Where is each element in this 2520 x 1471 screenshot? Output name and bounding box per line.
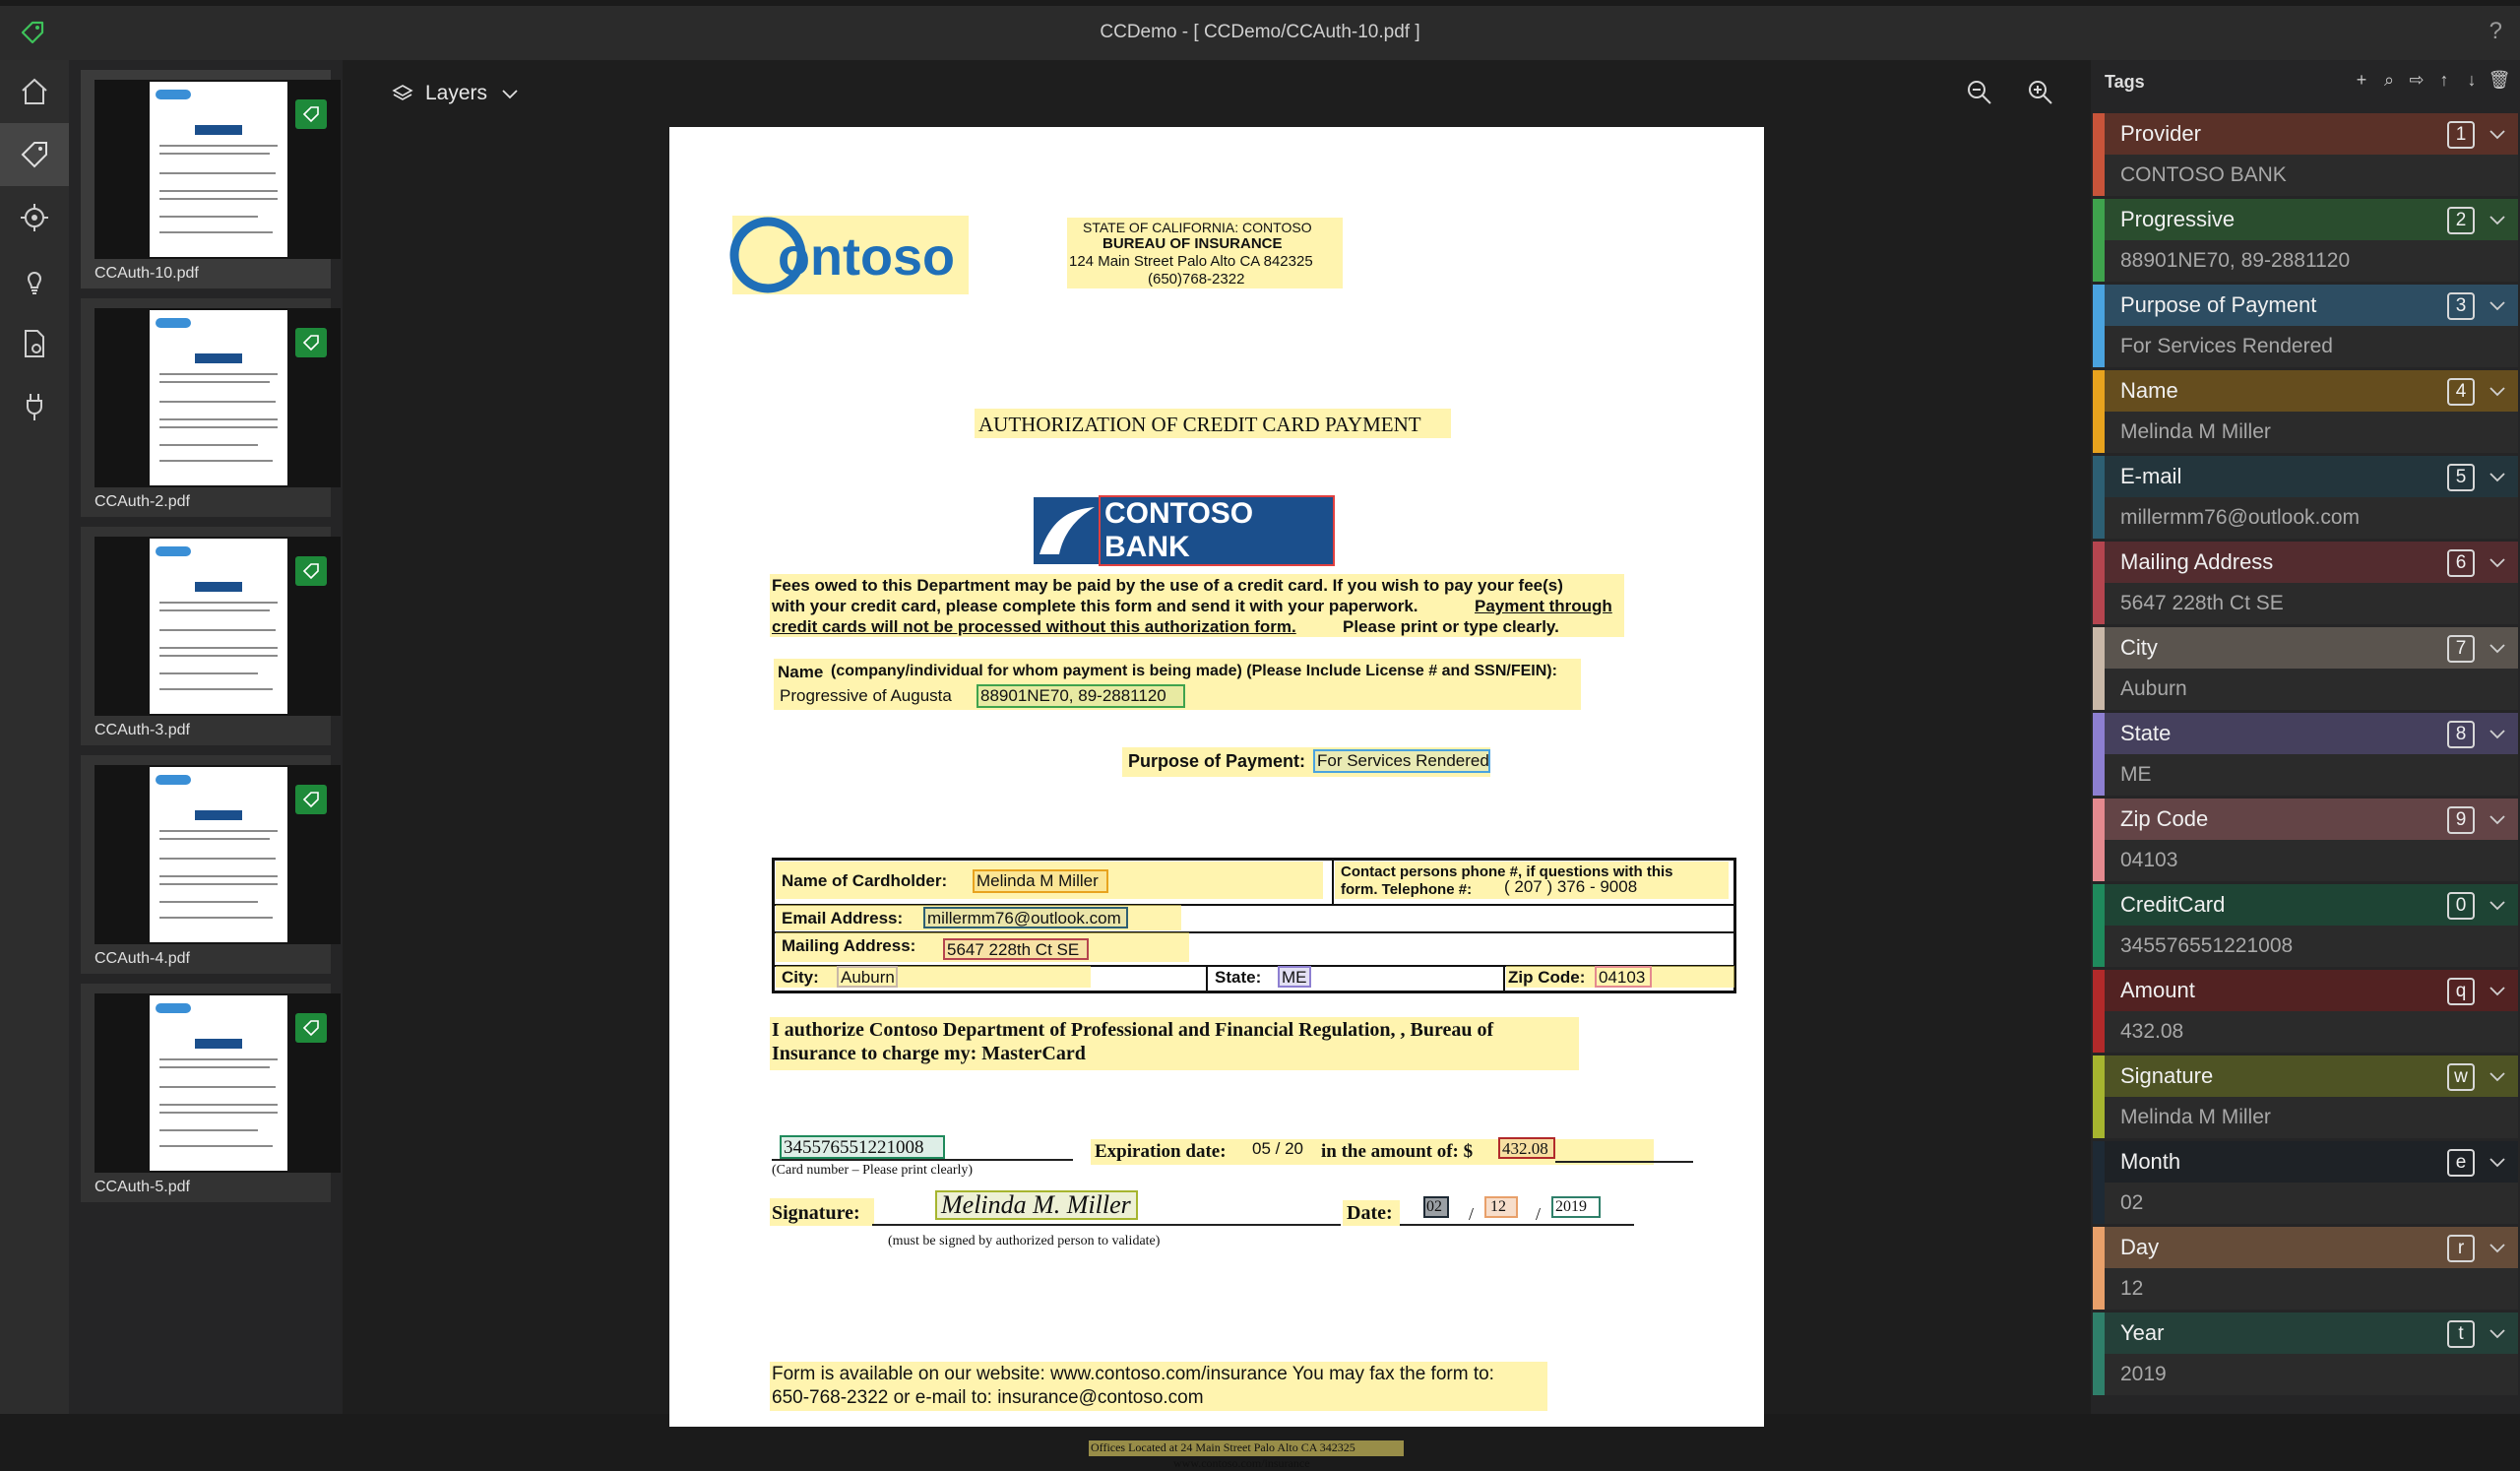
tag-name[interactable]: Day bbox=[2105, 1227, 2518, 1268]
thumbnail-ccauth-4[interactable] bbox=[81, 755, 331, 974]
card-number-value[interactable]: 345576551221008 bbox=[784, 1137, 924, 1158]
tag-name[interactable]: City bbox=[2105, 627, 2518, 669]
tag-item[interactable] bbox=[2093, 285, 2518, 367]
nav-tag-button[interactable] bbox=[0, 123, 69, 186]
lightbulb-icon bbox=[18, 264, 51, 297]
tag-color-swatch bbox=[2093, 1141, 2105, 1224]
address-line: 124 Main Street Palo Alto CA 842325 bbox=[1069, 253, 1313, 270]
tag-name[interactable]: Progressive bbox=[2105, 199, 2518, 240]
tag-hotkey-badge: 5 bbox=[2447, 464, 2475, 491]
footer-line-2: www.contoso.com/insurance bbox=[1173, 1456, 1310, 1470]
chevron-down-icon[interactable] bbox=[2487, 209, 2508, 230]
tag-color-swatch bbox=[2093, 1227, 2105, 1310]
thumbnail-page bbox=[150, 995, 287, 1171]
fees-line-3b: Please print or type clearly. bbox=[1343, 617, 1559, 636]
chevron-down-icon[interactable] bbox=[2487, 1322, 2508, 1344]
expiration-value: 05 / 20 bbox=[1252, 1139, 1303, 1158]
name-ids-value[interactable]: 88901NE70, 89-2881120 bbox=[980, 686, 1166, 705]
nav-settings-button[interactable] bbox=[0, 312, 69, 375]
thumbnail-frame bbox=[94, 765, 341, 944]
tag-hotkey-badge: 6 bbox=[2447, 549, 2475, 577]
tag-color-swatch bbox=[2093, 1312, 2105, 1395]
mail-label: Mailing Address: bbox=[782, 936, 916, 955]
lock-tag-icon[interactable]: ⇨ bbox=[2409, 69, 2425, 90]
tags-toolbar bbox=[2353, 69, 2511, 90]
tag-item[interactable] bbox=[2093, 456, 2518, 539]
tagged-badge-icon bbox=[295, 785, 327, 814]
tag-color-swatch bbox=[2093, 799, 2105, 881]
tag-item[interactable] bbox=[2093, 113, 2518, 196]
tag-value: Auburn bbox=[2105, 669, 2518, 710]
move-up-icon[interactable]: ↑ bbox=[2439, 69, 2449, 90]
tag-name[interactable]: Purpose of Payment bbox=[2105, 285, 2518, 326]
thumbnail-filename: CCAuth-4.pdf bbox=[94, 950, 190, 967]
authorize-line-2: Insurance to charge my: MasterCard bbox=[772, 1043, 1086, 1064]
tagged-badge-icon bbox=[295, 99, 327, 129]
window-title: CCDemo - [ CCDemo/CCAuth-10.pdf ] bbox=[1100, 22, 1420, 42]
chevron-down-icon[interactable] bbox=[2487, 123, 2508, 145]
signature-value[interactable]: Melinda M. Miller bbox=[941, 1190, 1131, 1219]
layers-label: Layers bbox=[425, 82, 488, 104]
cardholder-value[interactable]: Melinda M Miller bbox=[976, 871, 1099, 890]
chevron-down-icon[interactable] bbox=[2487, 380, 2508, 402]
chevron-down-icon[interactable] bbox=[2487, 551, 2508, 573]
nav-predict-button[interactable] bbox=[0, 249, 69, 312]
thumbnail-page bbox=[150, 767, 287, 942]
tag-name[interactable]: Provider bbox=[2105, 113, 2518, 155]
tag-hotkey-badge: 3 bbox=[2447, 292, 2475, 320]
thumbnail-pane bbox=[69, 60, 343, 1414]
thumbnail-ccauth-5[interactable] bbox=[81, 984, 331, 1202]
mail-value[interactable]: 5647 228th Ct SE bbox=[947, 940, 1080, 959]
tag-item[interactable] bbox=[2093, 1227, 2518, 1310]
website-line-2: 650-768-2322 or e-mail to: insurance@contoso.com bbox=[772, 1387, 1204, 1408]
tag-value: CONTOSO BANK bbox=[2105, 155, 2518, 196]
tag-color-swatch bbox=[2093, 199, 2105, 282]
tag-item[interactable] bbox=[2093, 1055, 2518, 1138]
nav-rail bbox=[0, 60, 69, 1414]
title-bar bbox=[0, 6, 2520, 60]
nav-train-button[interactable] bbox=[0, 186, 69, 249]
tag-hotkey-badge: 2 bbox=[2447, 207, 2475, 234]
tag-name[interactable]: E-mail bbox=[2105, 456, 2518, 497]
tag-color-swatch bbox=[2093, 627, 2105, 710]
tag-hotkey-badge: w bbox=[2447, 1063, 2475, 1091]
add-tag-icon[interactable]: + bbox=[2356, 69, 2367, 90]
amount-label: in the amount of: $ bbox=[1321, 1141, 1474, 1162]
svg-text:ontoso: ontoso bbox=[778, 227, 955, 287]
card-hint: (Card number – Please print clearly) bbox=[772, 1163, 974, 1178]
tag-hotkey-badge: 1 bbox=[2447, 121, 2475, 149]
website-line-1: Form is available on our website: www.contoso.com/insurance You may fax the form to: bbox=[772, 1364, 1494, 1384]
tag-name[interactable]: Year bbox=[2105, 1312, 2518, 1354]
tags-header: Tags bbox=[2105, 72, 2145, 92]
tag-name[interactable]: Month bbox=[2105, 1141, 2518, 1183]
tag-value: 12 bbox=[2105, 1268, 2518, 1310]
plug-icon bbox=[18, 390, 51, 423]
tag-value: 04103 bbox=[2105, 840, 2518, 881]
state-line: STATE OF CALIFORNIA: CONTOSO bbox=[1083, 220, 1312, 235]
move-down-icon[interactable]: ↓ bbox=[2467, 69, 2477, 90]
thumbnail-frame bbox=[94, 993, 341, 1173]
tag-color-swatch bbox=[2093, 970, 2105, 1053]
tag-color-swatch bbox=[2093, 542, 2105, 624]
tag-name[interactable]: Zip Code bbox=[2105, 799, 2518, 840]
home-icon bbox=[18, 75, 51, 108]
tag-value: Melinda M Miller bbox=[2105, 1097, 2518, 1138]
tag-color-swatch bbox=[2093, 370, 2105, 453]
tag-color-swatch bbox=[2093, 884, 2105, 967]
thumbnail-ccauth-10[interactable] bbox=[81, 70, 331, 288]
name-value: Progressive of Augusta bbox=[780, 686, 952, 705]
tag-value: Melinda M Miller bbox=[2105, 412, 2518, 453]
tag-hotkey-badge: q bbox=[2447, 978, 2475, 1005]
city-value[interactable]: Auburn bbox=[841, 968, 895, 987]
tag-item[interactable] bbox=[2093, 799, 2518, 881]
zip-value[interactable]: 04103 bbox=[1599, 968, 1646, 987]
tag-value: 345576551221008 bbox=[2105, 926, 2518, 967]
phone-line: (650)768-2322 bbox=[1148, 271, 1245, 288]
thumbnail-filename: CCAuth-5.pdf bbox=[94, 1179, 190, 1195]
chevron-down-icon[interactable] bbox=[2487, 980, 2508, 1001]
zoom-out-icon[interactable] bbox=[1965, 78, 1994, 107]
date-day-value[interactable]: 12 bbox=[1490, 1198, 1506, 1215]
thumbnail-frame bbox=[94, 537, 341, 716]
search-icon[interactable]: ⌕ bbox=[2383, 69, 2395, 90]
thumbnail-filename: CCAuth-10.pdf bbox=[94, 265, 199, 282]
tag-item[interactable] bbox=[2093, 1141, 2518, 1224]
tag-hotkey-badge: r bbox=[2447, 1235, 2475, 1262]
footer-line-1: Offices Located at 24 Main Street Palo Alto CA 342325 bbox=[1091, 1440, 1355, 1454]
signature-hint: (must be signed by authorized person to validate) bbox=[888, 1234, 1161, 1248]
thumbnail-page bbox=[150, 310, 287, 485]
chevron-down-icon[interactable] bbox=[2487, 294, 2508, 316]
tag-value: 2019 bbox=[2105, 1354, 2518, 1395]
thumbnail-page bbox=[150, 82, 287, 257]
contact-line-1: Contact persons phone #, if questions with this bbox=[1341, 863, 1673, 880]
tag-value: For Services Rendered bbox=[2105, 326, 2518, 367]
tag-hotkey-badge: t bbox=[2447, 1320, 2475, 1348]
tag-value: 88901NE70, 89-2881120 bbox=[2105, 240, 2518, 282]
layers-dropdown[interactable] bbox=[392, 78, 521, 109]
tagged-badge-icon bbox=[295, 328, 327, 357]
bureau-line: BUREAU OF INSURANCE bbox=[1102, 235, 1283, 252]
tag-item[interactable] bbox=[2093, 627, 2518, 710]
tag-value: 432.08 bbox=[2105, 1011, 2518, 1053]
nav-connections-button[interactable] bbox=[0, 375, 69, 438]
chevron-down-icon[interactable] bbox=[2487, 1237, 2508, 1258]
thumbnail-filename: CCAuth-2.pdf bbox=[94, 493, 190, 510]
thumbnail-ccauth-2[interactable] bbox=[81, 298, 331, 517]
amount-value[interactable]: 432.08 bbox=[1502, 1139, 1548, 1158]
tag-hotkey-badge: 9 bbox=[2447, 806, 2475, 834]
tag-item[interactable] bbox=[2093, 370, 2518, 453]
tag-item[interactable] bbox=[2093, 970, 2518, 1053]
bank-wing-icon bbox=[1034, 501, 1099, 560]
tag-value: 5647 228th Ct SE bbox=[2105, 583, 2518, 624]
tag-hotkey-badge: 7 bbox=[2447, 635, 2475, 663]
tag-value: ME bbox=[2105, 754, 2518, 796]
tag-hotkey-badge: 4 bbox=[2447, 378, 2475, 406]
purpose-value[interactable]: For Services Rendered bbox=[1317, 751, 1489, 770]
chevron-down-icon[interactable] bbox=[2487, 894, 2508, 916]
thumbnail-frame bbox=[94, 308, 341, 487]
tag-item[interactable] bbox=[2093, 542, 2518, 624]
thumbnail-frame bbox=[94, 80, 341, 259]
tag-value: millermm76@outlook.com bbox=[2105, 497, 2518, 539]
tags-pane bbox=[2091, 60, 2520, 1414]
tag-value: 02 bbox=[2105, 1183, 2518, 1224]
tag-hotkey-badge: 0 bbox=[2447, 892, 2475, 920]
fees-line-2b: Payment through bbox=[1475, 597, 1612, 615]
name-hint: (company/individual for whom payment is being made) (Please Include License # and SSN/FEIN): bbox=[831, 663, 1557, 679]
name-label: Name bbox=[778, 663, 824, 681]
thumbnail-page bbox=[150, 539, 287, 714]
fees-line-3: credit cards will not be processed without this authorization form. bbox=[772, 617, 1296, 636]
nav-home-button[interactable] bbox=[0, 60, 69, 123]
state-value[interactable]: ME bbox=[1282, 968, 1307, 987]
tag-item[interactable] bbox=[2093, 1312, 2518, 1395]
state-label: State: bbox=[1215, 968, 1262, 987]
fees-line-2: with your credit card, please complete this form and send it with your paperwork. bbox=[772, 597, 1418, 615]
document-canvas bbox=[343, 60, 2091, 1470]
help-icon[interactable]: ? bbox=[2488, 18, 2502, 44]
email-value[interactable]: millermm76@outlook.com bbox=[927, 909, 1121, 927]
thumbnail-ccauth-3[interactable] bbox=[81, 527, 331, 745]
zoom-in-icon[interactable] bbox=[2026, 78, 2055, 107]
purpose-label: Purpose of Payment: bbox=[1128, 751, 1306, 771]
tag-item[interactable] bbox=[2093, 884, 2518, 967]
chevron-down-icon[interactable] bbox=[2487, 808, 2508, 830]
tag-name[interactable]: Mailing Address bbox=[2105, 542, 2518, 583]
document-settings-icon bbox=[18, 327, 51, 360]
tag-item[interactable] bbox=[2093, 199, 2518, 282]
cardholder-label: Name of Cardholder: bbox=[782, 871, 948, 890]
tagged-badge-icon bbox=[295, 1013, 327, 1043]
tag-name[interactable]: State bbox=[2105, 713, 2518, 754]
chevron-down-icon[interactable] bbox=[2487, 723, 2508, 744]
chevron-down-icon bbox=[499, 83, 521, 104]
contact-phone: ( 207 ) 376 - 9008 bbox=[1504, 877, 1638, 896]
train-icon bbox=[18, 201, 51, 234]
tag-color-swatch bbox=[2093, 113, 2105, 196]
tag-name[interactable]: Amount bbox=[2105, 970, 2518, 1011]
signature-label: Signature: bbox=[772, 1202, 860, 1224]
chevron-down-icon[interactable] bbox=[2487, 1065, 2508, 1087]
contoso-logo bbox=[730, 214, 971, 296]
email-label: Email Address: bbox=[782, 909, 904, 927]
tag-color-swatch bbox=[2093, 285, 2105, 367]
chevron-down-icon[interactable] bbox=[2487, 637, 2508, 659]
date-year-value[interactable]: 2019 bbox=[1555, 1198, 1587, 1215]
form-heading: AUTHORIZATION OF CREDIT CARD PAYMENT bbox=[978, 413, 1421, 436]
thumbnail-filename: CCAuth-3.pdf bbox=[94, 722, 190, 738]
fees-line-1: Fees owed to this Department may be paid by the use of a credit card. If you wish to pay your fee(s) bbox=[772, 576, 1563, 595]
zip-label: Zip Code: bbox=[1508, 968, 1586, 987]
tag-name[interactable]: Signature bbox=[2105, 1055, 2518, 1097]
expiration-label: Expiration date: bbox=[1095, 1141, 1227, 1162]
tag-color-swatch bbox=[2093, 456, 2105, 539]
tag-hotkey-badge: e bbox=[2447, 1149, 2475, 1177]
chevron-down-icon[interactable] bbox=[2487, 466, 2508, 487]
city-label: City: bbox=[782, 968, 819, 987]
date-month-value[interactable]: 02 bbox=[1426, 1198, 1442, 1215]
delete-icon[interactable]: 🗑 bbox=[2488, 69, 2511, 90]
authorize-line-1: I authorize Contoso Department of Professional and Financial Regulation, , Bureau of bbox=[772, 1019, 1494, 1041]
tag-name[interactable]: CreditCard bbox=[2105, 884, 2518, 926]
tag-item[interactable] bbox=[2093, 713, 2518, 796]
chevron-down-icon[interactable] bbox=[2487, 1151, 2508, 1173]
tag-hotkey-badge: 8 bbox=[2447, 721, 2475, 748]
tag-icon bbox=[18, 138, 51, 171]
contoso-bank-logo: CONTOSO BANK bbox=[1034, 497, 1335, 564]
layers-icon bbox=[392, 83, 413, 104]
tag-color-swatch bbox=[2093, 1055, 2105, 1138]
tagged-badge-icon bbox=[295, 556, 327, 586]
tag-color-swatch bbox=[2093, 713, 2105, 796]
pdf-page[interactable]: ontoso STATE OF CALIFORNIA: CONTOSO BUREAU OF INSURANCE 124 Main Street Palo Alto CA 842325 (650)768-2322 AUTHORIZATION OF CREDIT CARD PAYMENT CONTOSO BANK Fees owed to this Department may be paid by the use of a credit card. If you wish to pay your fee(s) with your credit card, please complete this form and send it with your paperwork. Payment through credit cards will not be processed without this authorization form. Please print or type clearly. Name (company/individual for whom payment is being made) (Please Include License # and SSN/FEIN): Progressive of Augusta 88901NE70, 89-2881120 Purpose of Payment: For Services Rendered Name of Cardholder: Melinda M Miller Contact persons phone #, if questions with this form. Telephone #: ( 207 ) 376 - 9008 Email Address: millermm76@outlook.com Mailing Address: 5647 228th Ct SE City: Auburn State: ME Zip Code: 04103 I authorize Contoso Department of Professional and Financial Regulation, , Bureau of Insurance to charge my: MasterCard 345576551221008 (Card number – Please print clearly) Expiration date: 05 / 20 in the amount of: $ 432.08 Signature: Melinda M. Miller (must be signed by authorized person to validate) Date: 02 / 12 / 2019 Form is available on our website: www.contoso.com/insurance You may fax the form to: 650-768-2322 or e-mail to: insurance@contoso.com Offices Located at 24 Main Street Palo Alto CA 342325 www.contoso.com/insurance bbox=[669, 127, 1764, 1427]
contact-line-2: form. Telephone #: bbox=[1341, 881, 1473, 898]
date-label: Date: bbox=[1347, 1202, 1393, 1224]
tag-name[interactable]: Name bbox=[2105, 370, 2518, 412]
